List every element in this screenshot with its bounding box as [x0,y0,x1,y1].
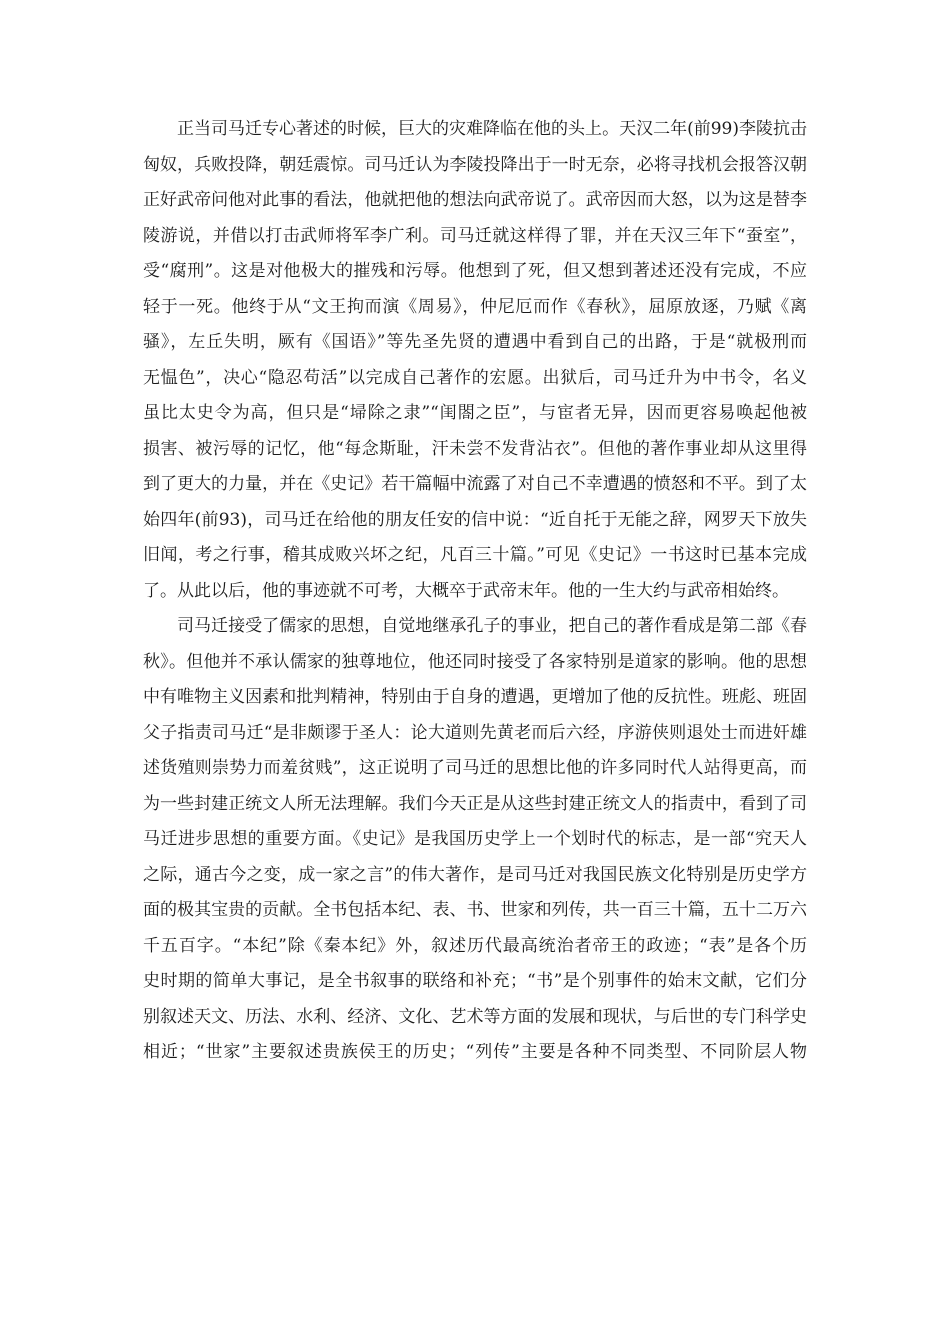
text-line: 损害、被污辱的记忆，他“每念斯耻，汗未尝不发背沾衣”。但他的著作事业却从这里得 [143,438,807,459]
text-line: 千五百字。“本纪”除《秦本纪》外，叙述历代最高统治者帝王的政迹；“表”是各个历 [143,935,807,956]
text-line: 匈奴，兵败投降，朝廷震惊。司马迁认为李陵投降出于一时无奈，必将寻找机会报答汉朝 [143,154,807,175]
text-line: 父子指责司马迁“是非颇谬于圣人：论大道则先黄老而后六经，序游侠则退处士而进奸雄 [143,722,807,743]
text-line: 为一些封建正统文人所无法理解。我们今天正是从这些封建正统文人的指责中，看到了司 [143,793,807,814]
text-line: 轻于一死。他终于从“文王拘而演《周易》，仲尼厄而作《春秋》，屈原放逐，乃赋《离 [143,296,807,317]
text-line: 史时期的简单大事记，是全书叙事的联络和补充；“书”是个别事件的始末文献，它们分 [143,971,807,991]
text-line: 正当司马迁专心著述的时候，巨大的灾难降临在他的头上。天汉二年(前99)李陵抗击 [177,119,807,139]
text-line: 马迁进步思想的重要方面。《史记》是我国历史学上一个划时代的标志，是一部“究天人 [143,829,807,849]
paragraph-2 [143,609,807,1071]
text-line: 之际，通古今之变，成一家之言”的伟大著作，是司马迁对我国民族文化特别是历史学方 [143,864,807,885]
paragraph-1 [143,112,807,609]
text-line: 别叙述天文、历法、水利、经济、文化、艺术等方面的发展和现状，与后世的专门科学史 [143,1006,807,1027]
text-line: 虽比太史令为高，但只是“埽除之隶”“闺閤之臣”，与宦者无异，因而更容易唤起他被 [143,403,807,423]
text-line: 了。从此以后，他的事迹就不可考，大概卒于武帝末年。他的一生大约与武帝相始终。 [143,580,789,601]
text-line: 到了更大的力量，并在《史记》若干篇幅中流露了对自己不幸遭遇的愤怒和不平。到了太 [143,474,807,494]
text-line: 司马迁接受了儒家的思想，自觉地继承孔子的事业，把自己的著作看成是第二部《春 [177,616,807,636]
text-line: 相近；“世家”主要叙述贵族侯王的历史；“列传”主要是各种不同类型、不同阶层人物 [143,1042,807,1062]
text-line: 正好武帝问他对此事的看法，他就把他的想法向武帝说了。武帝因而大怒，以为这是替李 [143,190,807,210]
text-line: 旧闻，考之行事，稽其成败兴坏之纪，凡百三十篇。”可见《史记》一书这时已基本完成 [143,545,807,565]
text-line: 陵游说，并借以打击武师将军李广利。司马迁就这样得了罪，并在天汉三年下“蚕室”， [143,225,807,246]
text-line: 受“腐刑”。这是对他极大的摧残和污辱。他想到了死，但又想到著述还没有完成，不应 [143,261,807,281]
text-line: 述货殖则崇势力而羞贫贱”，这正说明了司马迁的思想比他的许多同时代人站得更高，而 [143,758,807,778]
body-text [143,112,807,1071]
text-line: 骚》，左丘失明，厥有《国语》”等先圣先贤的遭遇中看到自己的出路，于是“就极刑而 [143,332,807,352]
text-line: 中有唯物主义因素和批判精神，特别由于自身的遭遇，更增加了他的反抗性。班彪、班固 [143,687,807,707]
text-line: 始四年(前93)，司马迁在给他的朋友任安的信中说：“近自托于无能之辞，网罗天下放失 [143,509,807,530]
text-line: 面的极其宝贵的贡献。全书包括本纪、表、书、世家和列传，共一百三十篇，五十二万六 [143,900,807,920]
text-line: 秋》。但他并不承认儒家的独尊地位，他还同时接受了各家特别是道家的影响。他的思想 [143,651,807,672]
text-line: 无愠色”，决心“隐忍苟活”以完成自己著作的宏愿。出狱后，司马迁升为中书令，名义 [143,367,807,388]
